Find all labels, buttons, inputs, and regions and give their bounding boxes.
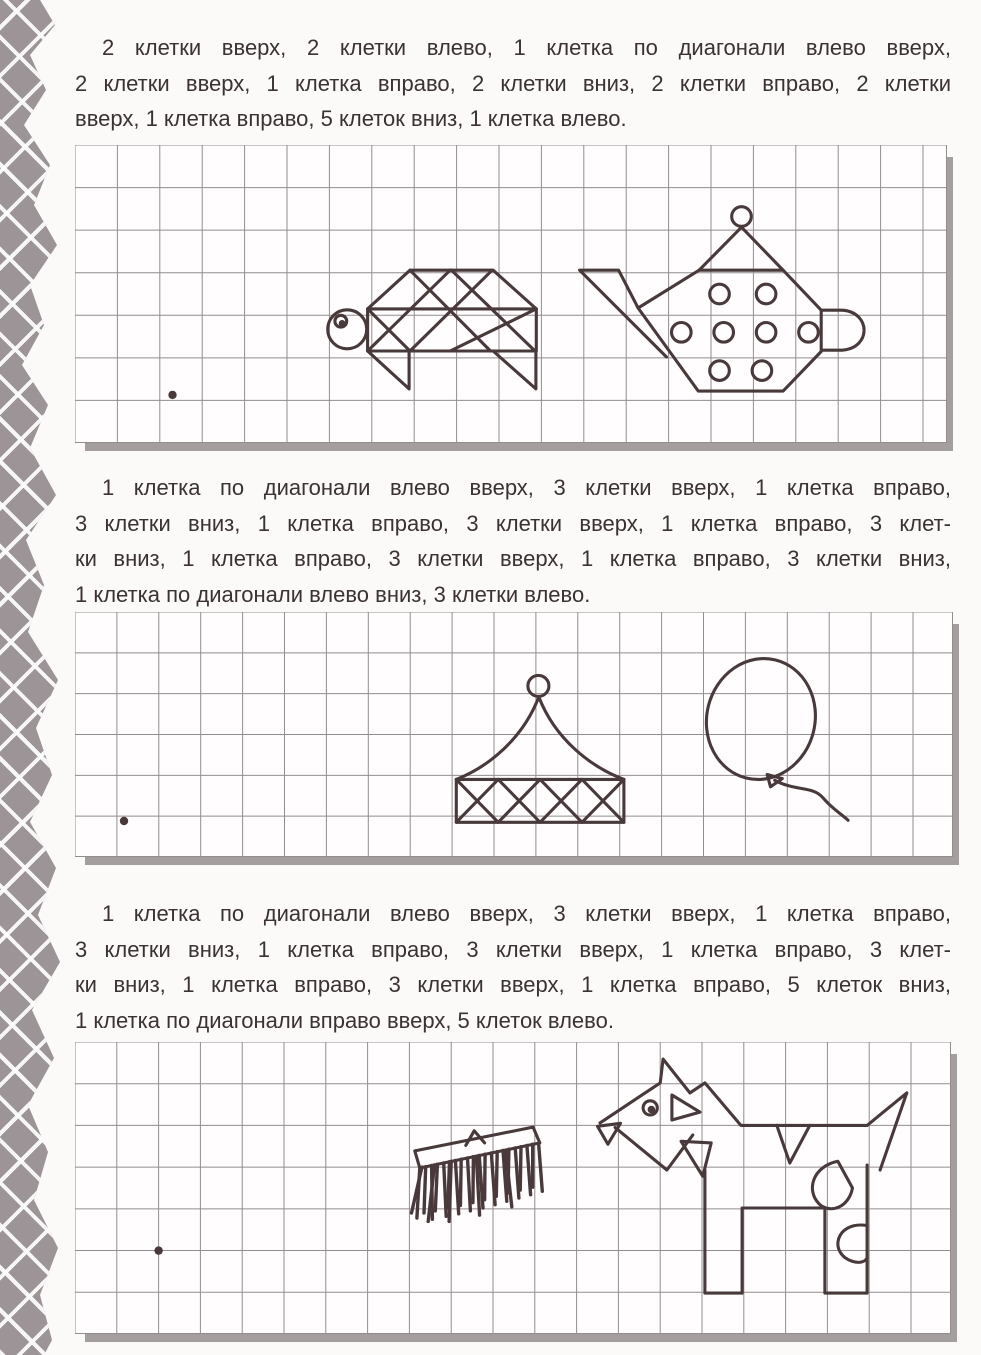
teapot-knob: [732, 207, 752, 227]
instruction-line: ки вниз, 1 клетка вправо, 3 клетки вверх, 1 клетка вправо, 5 клеток вниз,: [75, 972, 951, 997]
horse-tail: [867, 1093, 907, 1170]
instruction-line: 1 клетка по диагонали влево вверх, 3 клетки вверх, 1 клетка вправо,: [102, 901, 951, 926]
turtle-shell-hatch: [368, 270, 537, 351]
grid-panel-3: [75, 1042, 951, 1334]
start-dot: [168, 391, 176, 399]
instruction-line: ки вниз, 1 клетка вправо, 3 клетки вверх, 1 клетка вправо, 3 клетки вниз,: [75, 546, 951, 571]
turtle-front-leg: [368, 351, 410, 389]
start-dot: [154, 1246, 162, 1254]
balloon-body: [694, 647, 828, 791]
teapot-dots: [756, 323, 776, 343]
grid-panel-2: [75, 612, 953, 857]
grid-lines: [75, 612, 953, 857]
grid-panel-1: [75, 145, 947, 443]
instruction-line: вверх, 1 клетка вправо, 5 клеток вниз, 1 клетка влево.: [75, 106, 627, 131]
instruction-line: 2 клетки вверх, 1 клетка вправо, 2 клетки вниз, 2 клетки вправо, 2 клетки: [75, 70, 951, 96]
teapot-dots: [710, 361, 730, 381]
horse-mouth: [615, 1128, 693, 1171]
horse-hock: [838, 1225, 867, 1262]
teapot-dots: [756, 284, 776, 304]
teapot-dots: [714, 323, 734, 343]
teapot-dots: [672, 323, 692, 343]
horse-inner-ear: [672, 1095, 700, 1120]
start-dot: [120, 817, 128, 825]
hat-dome: [456, 697, 624, 779]
teapot-handle: [822, 310, 864, 350]
teapot-dots: [710, 284, 730, 304]
instruction-line: 1 клетка по диагонали вправо вверх, 5 клеток влево.: [75, 1007, 614, 1033]
horse-nose: [598, 1123, 621, 1144]
grid-lines: [75, 145, 947, 443]
teapot-dots: [799, 323, 819, 343]
instruction-line: 2 клетки вверх, 2 клетки влево, 1 клетка по диагонали влево вверх,: [102, 35, 951, 60]
instruction-line: 3 клетки вниз, 1 клетка вправо, 3 клетки вверх, 1 клетка вправо, 3 клет-: [75, 936, 951, 962]
horse-chest-tuft: [681, 1141, 711, 1176]
instruction-paragraph-3: [75, 896, 951, 1038]
teapot-spout: [580, 270, 667, 357]
instruction-paragraph-2: [75, 470, 951, 612]
horse-hip: [812, 1161, 852, 1208]
instruction-paragraph-1: [75, 30, 951, 137]
instruction-line: 1 клетка по диагонали влево вниз, 3 клетки влево.: [75, 581, 591, 607]
instruction-line: 1 клетка по диагонали влево вверх, 3 клетки вверх, 1 клетка вправо,: [102, 475, 951, 500]
instruction-line: 3 клетки вниз, 1 клетка вправо, 3 клетки вверх, 1 клетка вправо, 3 клет-: [75, 510, 951, 536]
brush-bristles: [412, 1143, 543, 1221]
grid-lines: [75, 1042, 951, 1334]
turtle-back-leg: [493, 351, 536, 389]
horse-eye-pupil: [648, 1106, 656, 1114]
torn-paper-edge-left: [0, 0, 70, 1355]
turtle-eye-pupil: [339, 320, 346, 327]
teapot-dots: [752, 361, 772, 381]
horse-back-notch: [777, 1125, 810, 1163]
balloon-string: [775, 780, 848, 820]
